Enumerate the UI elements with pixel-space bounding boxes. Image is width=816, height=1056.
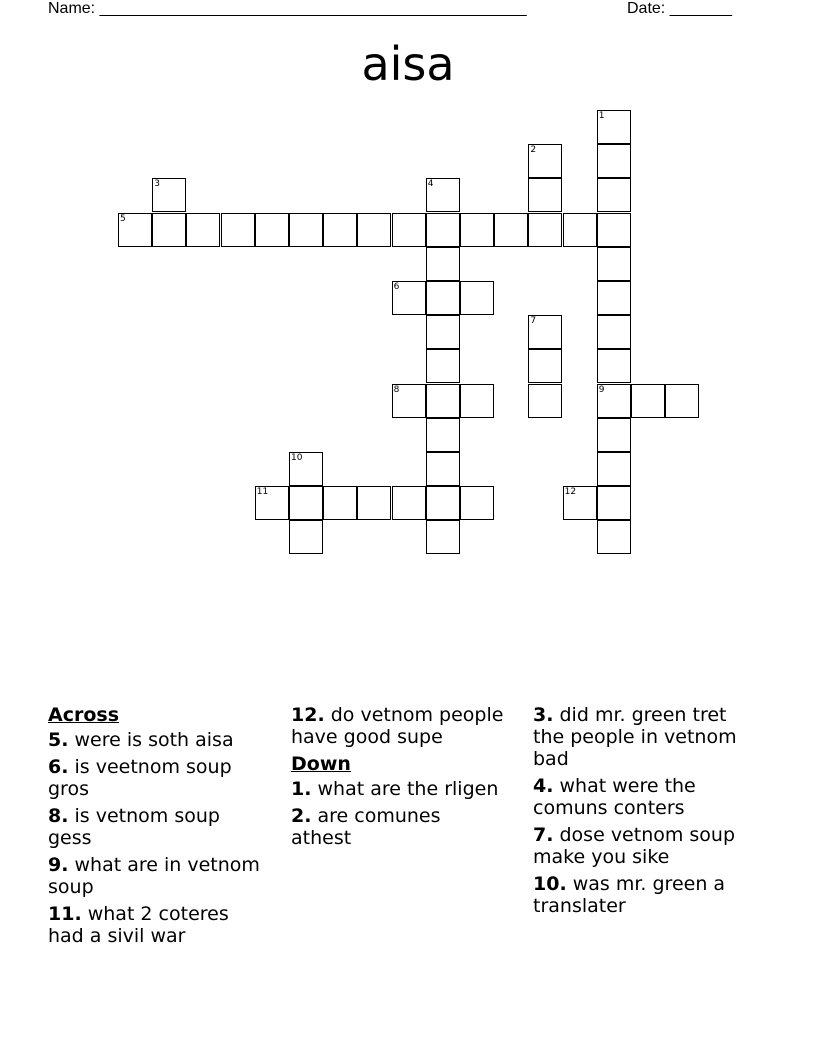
clue-number: 4 bbox=[427, 179, 434, 190]
clues-column-2 bbox=[291, 704, 506, 854]
clue-down-10: 10. was mr. green a translater bbox=[533, 873, 726, 917]
clue-number: 5 bbox=[120, 213, 126, 224]
across-heading: Across bbox=[48, 704, 120, 726]
crossword-cell[interactable] bbox=[631, 384, 665, 418]
crossword-cell[interactable] bbox=[152, 178, 186, 212]
crossword-cell[interactable] bbox=[528, 384, 562, 418]
clue-down-4: 4. what were the comuns conters bbox=[533, 775, 696, 819]
crossword-cell[interactable] bbox=[597, 178, 631, 212]
crossword-cell[interactable] bbox=[392, 281, 426, 315]
crossword-cell[interactable] bbox=[460, 486, 494, 520]
crossword-cell[interactable] bbox=[289, 520, 323, 554]
clue-across-12: 12. do vetnom people have good supe bbox=[291, 704, 504, 748]
crossword-cell[interactable] bbox=[426, 281, 460, 315]
clues-column-1 bbox=[48, 704, 263, 952]
crossword-cell[interactable] bbox=[597, 247, 631, 281]
clue-down-3: 3. did mr. green tret the people in vetnom bad bbox=[533, 704, 737, 770]
clue-number: 2 bbox=[530, 145, 537, 156]
clue-down-7: 7. dose vetnom soup make you sike bbox=[533, 824, 736, 868]
crossword-cell[interactable] bbox=[597, 418, 631, 452]
clue-number: 11 bbox=[256, 487, 269, 498]
crossword-cell[interactable] bbox=[426, 247, 460, 281]
crossword-cell[interactable] bbox=[426, 452, 460, 486]
crossword-cell[interactable] bbox=[528, 144, 562, 178]
crossword-cell[interactable] bbox=[460, 281, 494, 315]
clue-number: 12 bbox=[564, 487, 577, 498]
clues-column-3 bbox=[533, 704, 748, 922]
crossword-cell[interactable] bbox=[357, 213, 391, 247]
crossword-cell[interactable] bbox=[426, 418, 460, 452]
clue-across-9: 9. what are in vetnom soup bbox=[48, 854, 260, 898]
crossword-cell[interactable] bbox=[460, 213, 494, 247]
crossword-cell[interactable] bbox=[528, 349, 562, 383]
crossword-cell[interactable] bbox=[563, 486, 597, 520]
clue-down-2: 2. are comunes athest bbox=[291, 805, 441, 849]
crossword-cell[interactable] bbox=[392, 213, 426, 247]
crossword-cell[interactable] bbox=[494, 213, 528, 247]
crossword-cell[interactable] bbox=[118, 213, 152, 247]
crossword-cell[interactable] bbox=[426, 520, 460, 554]
clue-across-6: 6. is veetnom soup gros bbox=[48, 756, 232, 800]
clue-across-5: 5. were is soth aisa bbox=[48, 729, 234, 751]
crossword-cell[interactable] bbox=[255, 213, 289, 247]
crossword-cell[interactable] bbox=[597, 213, 631, 247]
clue-number: 10 bbox=[291, 453, 303, 463]
crossword-cell[interactable] bbox=[597, 486, 631, 520]
crossword-cell[interactable] bbox=[323, 213, 357, 247]
clue-number: 8 bbox=[393, 384, 400, 395]
crossword-cell[interactable] bbox=[597, 520, 631, 554]
crossword-cell[interactable] bbox=[597, 281, 631, 315]
crossword-cell[interactable] bbox=[426, 315, 460, 349]
clue-across-11: 11. what 2 coteres had a sivil war bbox=[48, 903, 229, 947]
crossword-cell[interactable] bbox=[426, 486, 460, 520]
crossword-cell[interactable] bbox=[597, 384, 631, 418]
date-field[interactable]: Date: _______ bbox=[627, 0, 732, 17]
crossword-cell[interactable] bbox=[186, 213, 220, 247]
down-heading: Down bbox=[291, 753, 351, 775]
crossword-cell[interactable] bbox=[460, 384, 494, 418]
crossword-cell[interactable] bbox=[528, 213, 562, 247]
crossword-cell[interactable] bbox=[597, 315, 631, 349]
crossword-cell[interactable] bbox=[528, 178, 562, 212]
crossword-cell[interactable] bbox=[597, 452, 631, 486]
crossword-cell[interactable] bbox=[665, 384, 699, 418]
page-title: aisa bbox=[361, 37, 455, 91]
crossword-cell[interactable] bbox=[528, 315, 562, 349]
crossword-cell[interactable] bbox=[426, 384, 460, 418]
crossword-cell[interactable] bbox=[426, 349, 460, 383]
crossword-cell[interactable] bbox=[597, 110, 631, 144]
crossword-cell[interactable] bbox=[563, 213, 597, 247]
crossword-cell[interactable] bbox=[255, 486, 289, 520]
crossword-cell[interactable] bbox=[392, 384, 426, 418]
crossword-cell[interactable] bbox=[289, 452, 323, 486]
crossword-cell[interactable] bbox=[597, 144, 631, 178]
crossword-cell[interactable] bbox=[289, 213, 323, 247]
clue-number: 1 bbox=[598, 111, 605, 121]
crossword-cell[interactable] bbox=[392, 486, 426, 520]
crossword-cell[interactable] bbox=[323, 486, 357, 520]
clue-number: 9 bbox=[598, 384, 605, 395]
clue-number: 3 bbox=[154, 179, 160, 190]
crossword-cell[interactable] bbox=[426, 178, 460, 212]
clue-number: 6 bbox=[393, 282, 400, 292]
clue-across-8: 8. is vetnom soup gess bbox=[48, 805, 220, 849]
crossword-cell[interactable] bbox=[357, 486, 391, 520]
crossword-cell[interactable] bbox=[597, 349, 631, 383]
clue-down-1: 1. what are the rligen bbox=[291, 778, 499, 800]
clue-number: 7 bbox=[530, 316, 537, 327]
crossword-cell[interactable] bbox=[289, 486, 323, 520]
crossword-cell[interactable] bbox=[426, 213, 460, 247]
crossword-cell[interactable] bbox=[152, 213, 186, 247]
crossword-cell[interactable] bbox=[221, 213, 255, 247]
name-field[interactable]: Name: ________________________________________________ bbox=[48, 0, 527, 17]
